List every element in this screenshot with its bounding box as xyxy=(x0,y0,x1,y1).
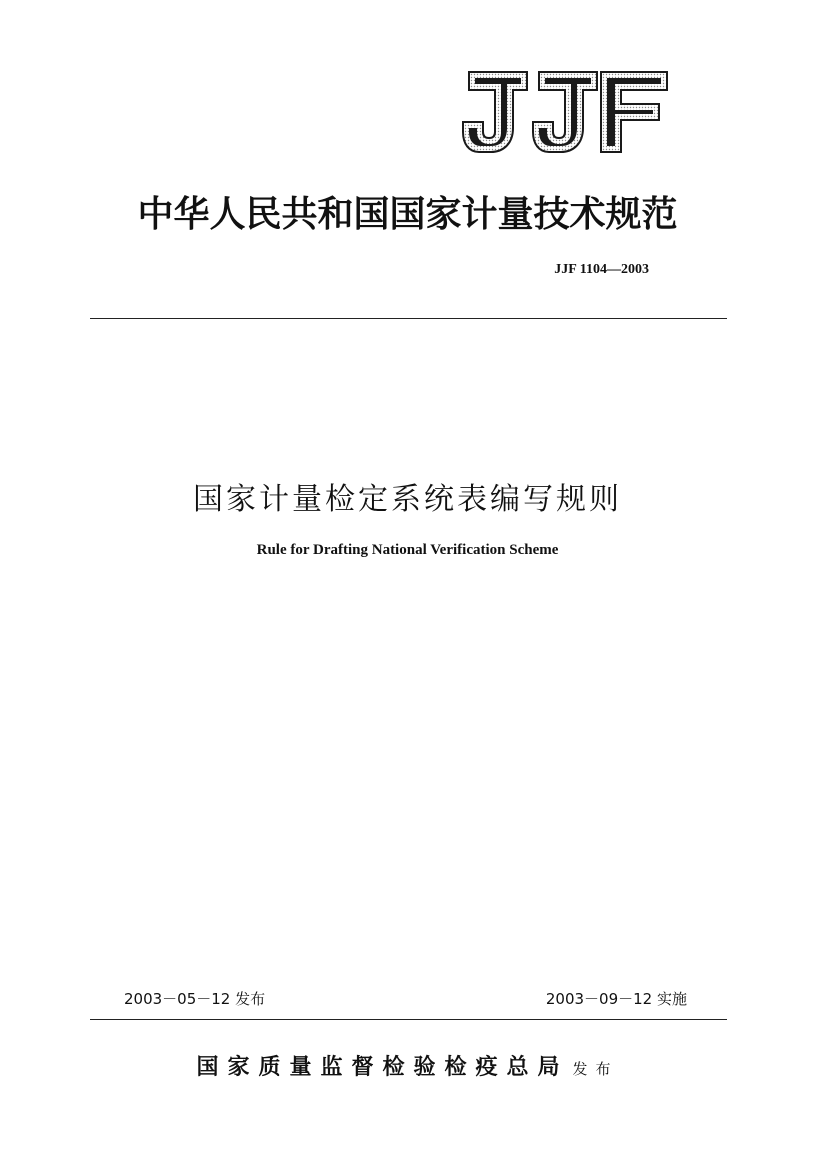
document-subtitle: Rule for Drafting National Verification Scheme xyxy=(256,542,559,558)
jjf-logo-icon xyxy=(461,70,669,154)
document-title: 国家计量检定系统表编写规则 xyxy=(193,482,622,517)
standard-number: JJF 1104—2003 xyxy=(554,262,649,277)
publisher-line xyxy=(0,1050,815,1081)
bottom-divider xyxy=(90,1019,727,1020)
main-title: 中华人民共和国国家计量技术规范 xyxy=(137,193,678,235)
publisher-suffix: 发布 xyxy=(572,1060,619,1078)
issue-date: 2003－05－12 发布 xyxy=(124,990,266,1008)
top-divider xyxy=(90,318,727,319)
implementation-date: 2003－09－12 实施 xyxy=(545,990,687,1008)
publisher-name: 国家质量监督检验检疫总局 xyxy=(196,1054,569,1080)
